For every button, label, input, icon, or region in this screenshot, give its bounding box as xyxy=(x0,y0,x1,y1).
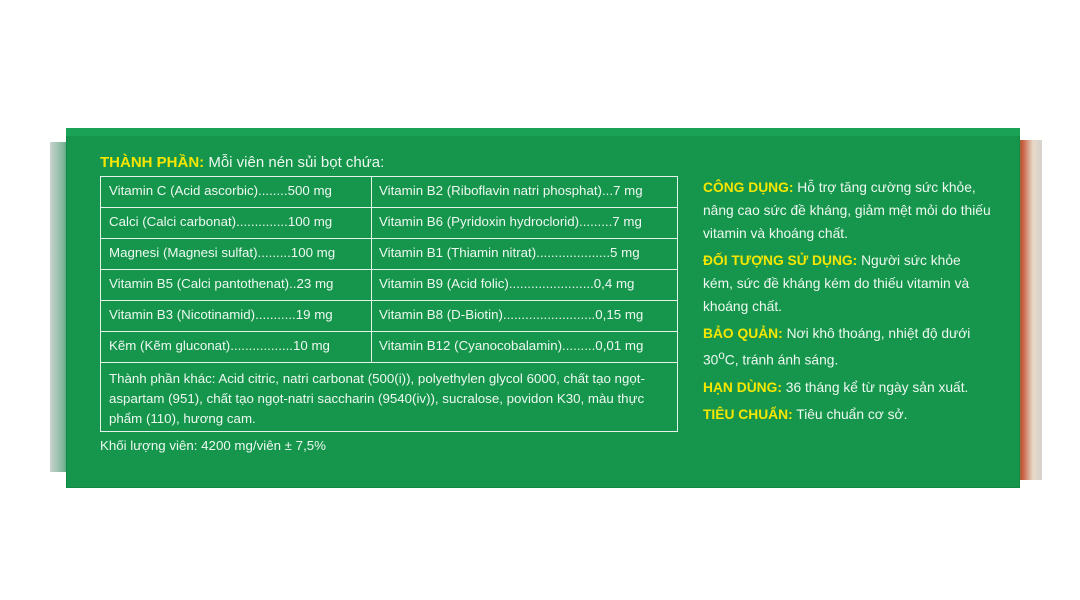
expiry-text: 36 tháng kể từ ngày sản xuất. xyxy=(785,379,969,395)
ingredient-right: Vitamin B12 (Cyanocobalamin).........0,01 mg xyxy=(379,338,644,353)
uses-label: CÔNG DỤNG: xyxy=(703,180,794,195)
other-ingredients: Thành phần khác: Acid citric, natri carbonat (500(i)), polyethylen glycol 6000, chất tạo ngọt-aspartam (951), chất tạo ngọt-natri saccharin (9540(iv)), sucralose, povidon K30, màu thực phẩm (110), hương cam. xyxy=(109,371,645,426)
table-row xyxy=(101,239,677,270)
ingredient-left: Vitamin B5 (Calci pantothenat)..23 mg xyxy=(109,276,334,291)
ingredients-table xyxy=(100,176,678,432)
ingredient-right: Vitamin B1 (Thiamin nitrat)....................5 mg xyxy=(379,245,640,260)
target-text: Người sức khỏe kém, sức đề kháng kém do thiếu vitamin và khoáng chất. xyxy=(703,253,970,314)
product-info xyxy=(703,176,993,430)
uses-section xyxy=(703,176,993,245)
table-row xyxy=(101,177,677,208)
ingredient-right: Vitamin B2 (Riboflavin natri phosphat)...7 mg xyxy=(379,183,643,198)
table-row xyxy=(101,208,677,239)
storage-text-b: C, tránh ánh sáng. xyxy=(724,352,839,368)
target-label: ĐỐI TƯỢNG SỬ DỤNG: xyxy=(703,253,858,268)
ingredient-right: Vitamin B8 (D-Biotin).........................0,15 mg xyxy=(379,307,644,322)
standard-section xyxy=(703,403,993,426)
expiry-section xyxy=(703,376,993,399)
composition-intro: Mỗi viên nén sủi bọt chứa: xyxy=(208,154,385,171)
box-top-crease xyxy=(66,128,1020,136)
ingredient-left: Vitamin C (Acid ascorbic)........500 mg xyxy=(109,183,332,198)
storage-section xyxy=(703,322,993,372)
ingredient-left: Calci (Calci carbonat)..............100 mg xyxy=(109,214,333,229)
table-row xyxy=(101,332,677,363)
table-row xyxy=(101,301,677,332)
storage-degree: o xyxy=(718,350,725,362)
standard-label: TIÊU CHUẨN: xyxy=(703,406,793,422)
storage-text-a: Nơi khô thoáng, nhiệt độ dưới 30 xyxy=(703,326,971,368)
ingredient-left: Kẽm (Kẽm gluconat).................10 mg xyxy=(109,338,330,353)
uses-text: Hỗ trợ tăng cường sức khỏe, nâng cao sức đề kháng, giảm mệt mỏi do thiếu vitamin và khoáng chất. xyxy=(703,180,991,241)
composition-heading: THÀNH PHẦN: xyxy=(100,154,205,171)
ingredient-left: Magnesi (Magnesi sulfat).........100 mg xyxy=(109,245,336,260)
ingredient-right: Vitamin B9 (Acid folic).......................0,4 mg xyxy=(379,276,635,291)
expiry-label: HẠN DÙNG: xyxy=(703,379,782,395)
storage-label: BẢO QUẢN: xyxy=(703,326,783,341)
table-row xyxy=(101,270,677,301)
ingredient-right: Vitamin B6 (Pyridoxin hydroclorid).........7 mg xyxy=(379,214,642,229)
target-section xyxy=(703,249,993,318)
ingredient-left: Vitamin B3 (Nicotinamid)...........19 mg xyxy=(109,307,333,322)
composition-title xyxy=(100,154,384,171)
tablet-weight: Khối lượng viên: 4200 mg/viên ± 7,5% xyxy=(100,438,326,453)
standard-text: Tiêu chuẩn cơ sở. xyxy=(796,406,908,422)
